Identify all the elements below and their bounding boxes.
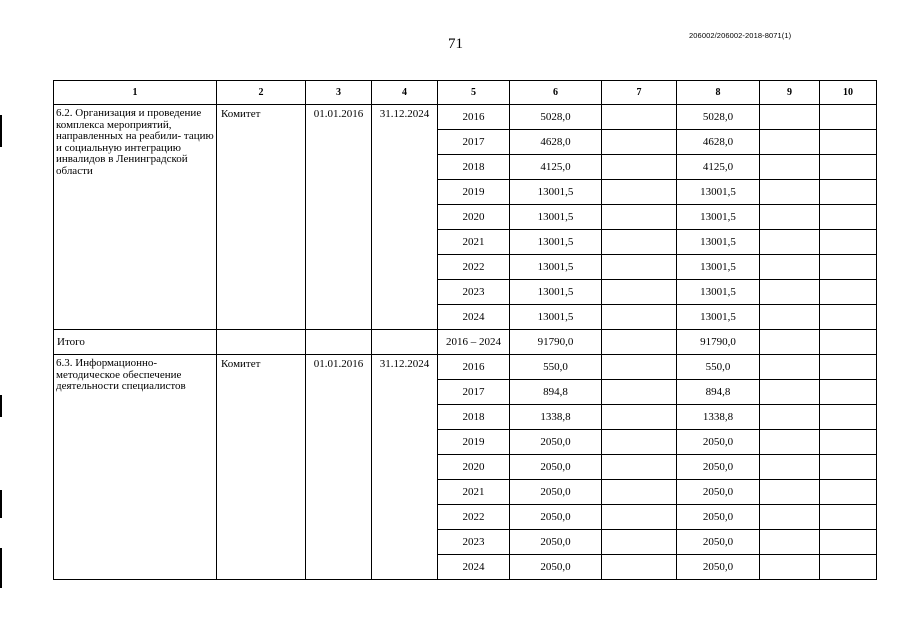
column-header: 2 [217, 81, 306, 105]
header-row [54, 81, 877, 105]
column-7-cell [602, 155, 677, 180]
column-9-cell [760, 105, 820, 130]
total-amount-cell: 894,8 [510, 380, 602, 405]
column-9-cell [760, 305, 820, 330]
column-10-cell [820, 480, 877, 505]
total-amount-cell: 13001,5 [510, 205, 602, 230]
column-7-cell [602, 255, 677, 280]
column-7-cell [602, 305, 677, 330]
total-column-7-cell [602, 330, 677, 355]
total-amount-cell: 4125,0 [510, 155, 602, 180]
column-7-cell [602, 455, 677, 480]
total-row [54, 330, 877, 355]
regional-budget-cell: 550,0 [677, 355, 760, 380]
regional-budget-cell: 13001,5 [677, 180, 760, 205]
column-10-cell [820, 155, 877, 180]
total-amount-cell: 2050,0 [510, 455, 602, 480]
year-cell: 2023 [438, 280, 510, 305]
column-10-cell [820, 355, 877, 380]
total-column-10-cell [820, 330, 877, 355]
column-9-cell [760, 280, 820, 305]
total-amount-cell: 5028,0 [510, 105, 602, 130]
regional-budget-cell: 4628,0 [677, 130, 760, 155]
column-header: 7 [602, 81, 677, 105]
column-9-cell [760, 255, 820, 280]
column-7-cell [602, 555, 677, 580]
column-9-cell [760, 405, 820, 430]
column-header: 6 [510, 81, 602, 105]
column-9-cell [760, 130, 820, 155]
total-regional-cell: 91790,0 [677, 330, 760, 355]
year-cell: 2022 [438, 255, 510, 280]
total-amount-cell: 13001,5 [510, 280, 602, 305]
total-period-cell: 2016 – 2024 [438, 330, 510, 355]
total-amount-cell: 1338,8 [510, 405, 602, 430]
year-cell: 2022 [438, 505, 510, 530]
year-cell: 2024 [438, 555, 510, 580]
table-row [54, 355, 877, 380]
year-cell: 2019 [438, 430, 510, 455]
column-9-cell [760, 205, 820, 230]
total-amount-cell: 13001,5 [510, 230, 602, 255]
column-header: 8 [677, 81, 760, 105]
total-column-9-cell [760, 330, 820, 355]
regional-budget-cell: 2050,0 [677, 555, 760, 580]
column-7-cell [602, 205, 677, 230]
column-9-cell [760, 155, 820, 180]
column-9-cell [760, 505, 820, 530]
year-cell: 2021 [438, 480, 510, 505]
total-amount-cell: 2050,0 [510, 505, 602, 530]
column-7-cell [602, 130, 677, 155]
year-cell: 2016 [438, 355, 510, 380]
document-code: 206002/206002-2018-8071(1) [689, 31, 792, 40]
executor-cell: Комитет [217, 355, 306, 580]
year-cell: 2018 [438, 155, 510, 180]
column-header: 9 [760, 81, 820, 105]
column-header: 4 [372, 81, 438, 105]
column-9-cell [760, 555, 820, 580]
column-9-cell [760, 530, 820, 555]
column-10-cell [820, 430, 877, 455]
year-cell: 2017 [438, 130, 510, 155]
total-amount-cell: 2050,0 [510, 530, 602, 555]
regional-budget-cell: 13001,5 [677, 205, 760, 230]
end-date-cell: 31.12.2024 [372, 355, 438, 580]
total-amount-cell: 2050,0 [510, 555, 602, 580]
year-cell: 2023 [438, 530, 510, 555]
table-row [54, 105, 877, 130]
column-10-cell [820, 530, 877, 555]
total-start-cell [306, 330, 372, 355]
end-date-cell: 31.12.2024 [372, 105, 438, 330]
regional-budget-cell: 1338,8 [677, 405, 760, 430]
total-sum-cell: 91790,0 [510, 330, 602, 355]
column-header: 1 [54, 81, 217, 105]
column-9-cell [760, 430, 820, 455]
column-7-cell [602, 355, 677, 380]
column-10-cell [820, 180, 877, 205]
year-cell: 2021 [438, 230, 510, 255]
regional-budget-cell: 2050,0 [677, 480, 760, 505]
column-10-cell [820, 205, 877, 230]
total-amount-cell: 550,0 [510, 355, 602, 380]
total-amount-cell: 4628,0 [510, 130, 602, 155]
regional-budget-cell: 13001,5 [677, 280, 760, 305]
total-label: Итого [54, 330, 217, 355]
column-7-cell [602, 180, 677, 205]
column-7-cell [602, 530, 677, 555]
year-cell: 2018 [438, 405, 510, 430]
total-amount-cell: 2050,0 [510, 480, 602, 505]
column-header: 10 [820, 81, 877, 105]
funding-table [53, 80, 877, 580]
total-end-cell [372, 330, 438, 355]
column-10-cell [820, 505, 877, 530]
column-7-cell [602, 430, 677, 455]
column-7-cell [602, 280, 677, 305]
column-7-cell [602, 230, 677, 255]
column-10-cell [820, 105, 877, 130]
column-9-cell [760, 380, 820, 405]
column-10-cell [820, 230, 877, 255]
column-9-cell [760, 480, 820, 505]
column-7-cell [602, 505, 677, 530]
year-cell: 2016 [438, 105, 510, 130]
column-10-cell [820, 405, 877, 430]
column-9-cell [760, 455, 820, 480]
column-10-cell [820, 255, 877, 280]
column-10-cell [820, 305, 877, 330]
regional-budget-cell: 4125,0 [677, 155, 760, 180]
executor-cell: Комитет [217, 105, 306, 330]
scan-margin-mark [0, 548, 2, 588]
total-amount-cell: 13001,5 [510, 305, 602, 330]
column-10-cell [820, 380, 877, 405]
column-10-cell [820, 455, 877, 480]
total-amount-cell: 13001,5 [510, 180, 602, 205]
column-9-cell [760, 355, 820, 380]
regional-budget-cell: 5028,0 [677, 105, 760, 130]
scan-margin-mark [0, 395, 2, 417]
column-10-cell [820, 130, 877, 155]
regional-budget-cell: 13001,5 [677, 230, 760, 255]
column-7-cell [602, 480, 677, 505]
measure-name: 6.2. Организация и проведение комплекса мероприятий, направленных на реабили- тацию и социальную интеграцию инвалидов в Ленинградской области [54, 105, 217, 330]
measure-name: 6.3. Информационно- методическое обеспечение деятельности специалистов [54, 355, 217, 580]
regional-budget-cell: 13001,5 [677, 255, 760, 280]
start-date-cell: 01.01.2016 [306, 355, 372, 580]
column-10-cell [820, 555, 877, 580]
total-amount-cell: 13001,5 [510, 255, 602, 280]
column-7-cell [602, 380, 677, 405]
scan-margin-mark [0, 115, 2, 147]
scan-margin-mark [0, 490, 2, 518]
regional-budget-cell: 894,8 [677, 380, 760, 405]
column-header: 3 [306, 81, 372, 105]
year-cell: 2017 [438, 380, 510, 405]
year-cell: 2019 [438, 180, 510, 205]
total-amount-cell: 2050,0 [510, 430, 602, 455]
column-10-cell [820, 280, 877, 305]
year-cell: 2024 [438, 305, 510, 330]
column-header: 5 [438, 81, 510, 105]
start-date-cell: 01.01.2016 [306, 105, 372, 330]
column-7-cell [602, 405, 677, 430]
column-9-cell [760, 230, 820, 255]
regional-budget-cell: 2050,0 [677, 505, 760, 530]
column-9-cell [760, 180, 820, 205]
total-executor-cell [217, 330, 306, 355]
page-number: 71 [448, 36, 463, 52]
regional-budget-cell: 2050,0 [677, 430, 760, 455]
regional-budget-cell: 2050,0 [677, 530, 760, 555]
regional-budget-cell: 13001,5 [677, 305, 760, 330]
regional-budget-cell: 2050,0 [677, 455, 760, 480]
column-7-cell [602, 105, 677, 130]
year-cell: 2020 [438, 205, 510, 230]
year-cell: 2020 [438, 455, 510, 480]
